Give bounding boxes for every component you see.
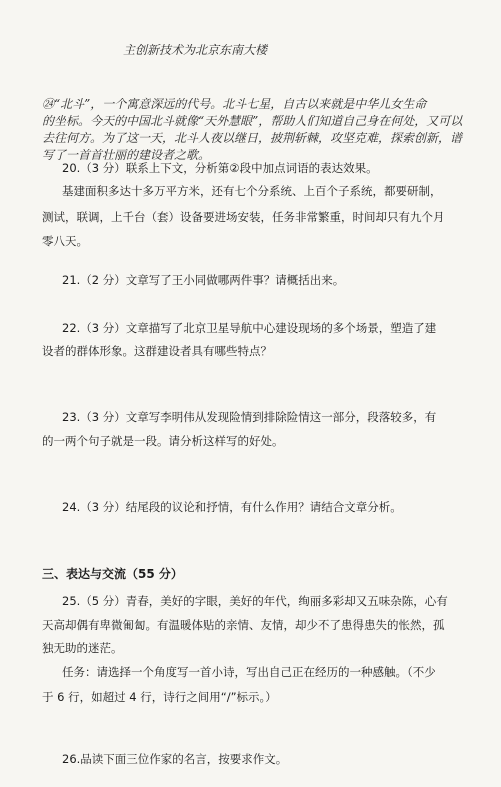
passage-line: 去往何方。为了这一天，北斗人夜以继日，披荆斩棘，攻坚克难，探索创新，谱 (42, 131, 463, 145)
passage-line: 的坐标。今天的中国北斗就像“天外慧眼”，帮助人们知道自己身在何处，又可以 (42, 114, 463, 128)
question-25-stem: 独无助的迷茫。 (42, 641, 123, 655)
question-22-stem: 设者的群体形象。这群建设者具有哪些特点？ (42, 344, 272, 358)
question-21-stem: 21.（2 分）文章写了王小同做哪两件事？请概括出来。 (62, 273, 345, 287)
question-25-task: 任务：请选择一个角度写一首小诗，写出自己正在经历的一种感触。（不少 (62, 665, 436, 679)
question-20-quote: 基建面积多达十多万平方米，还有七个分系统、上百个子系统，都要研制， (62, 184, 442, 198)
question-24-stem: 24.（3 分）结尾段的议论和抒情，有什么作用？请结合文章分析。 (62, 500, 402, 514)
section-heading: 三、表达与交流（55 分） (42, 567, 183, 581)
question-20-quote: 测试，联调，上千台（套）设备要进场安装，任务非常繁重，时间却只有九个月 (42, 210, 445, 224)
passage-line: 写了一首首壮丽的建设者之歌。 (42, 148, 211, 162)
question-25-stem: 天高却偶有卑微匍匐。有温暖体贴的亲情、友情，却少不了患得患失的怅然，孤 (42, 618, 445, 632)
question-23-stem: 23.（3 分）文章写李明伟从发现险情到排除险情这一部分，段落较多，有 (62, 410, 437, 424)
question-20-stem: 20.（3 分）联系上下文，分析第②段中加点词语的表达效果。 (62, 161, 378, 175)
handwritten-note: 主创新技术为北京东南大楼 (123, 43, 268, 57)
question-22-stem: 22.（3 分）文章描写了北京卫星导航中心建设现场的多个场景，塑造了建 (62, 321, 437, 335)
question-25-task: 于 6 行，如超过 4 行，诗行之间用“/”标示。） (42, 690, 277, 704)
question-26-stem: 26.品读下面三位作家的名言，按要求作文。 (62, 752, 288, 766)
question-23-stem: 的一两个句子就是一段。请分析这样写的好处。 (42, 434, 284, 448)
question-25-stem: 25.（5 分）青春，美好的字眼，美好的年代，绚丽多彩却又五味杂陈，心有 (62, 594, 448, 608)
passage-line: ㉔“北斗”，一个寓意深远的代号。北斗七星，自古以来就是中华儿女生命 (42, 97, 427, 111)
question-20-quote: 零八天。 (42, 234, 88, 248)
